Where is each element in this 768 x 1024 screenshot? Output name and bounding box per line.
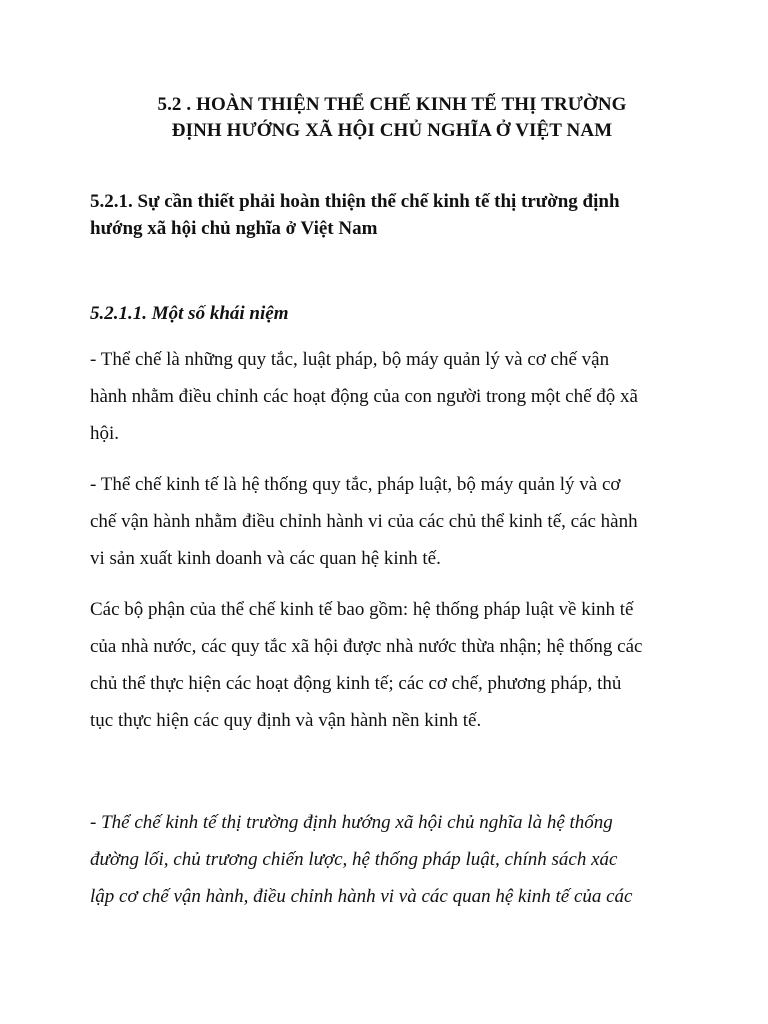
paragraph-line: chế vận hành nhằm điều chỉnh hành vi của các chủ thể kinh tế, các hành xyxy=(90,511,638,532)
paragraph-line: vi sản xuất kinh doanh và các quan hệ kinh tế. xyxy=(90,548,441,569)
document-title-line-1: 5.2 . HOÀN THIỆN THỂ CHẾ KINH TẾ THỊ TRƯỜNG xyxy=(157,94,627,115)
paragraph-line: tục thực hiện các quy định và vận hành nền kinh tế. xyxy=(90,710,482,731)
paragraph-line: chủ thể thực hiện các hoạt động kinh tế; các cơ chế, phương pháp, thủ xyxy=(90,673,622,694)
paragraph-market-economy-definition xyxy=(90,804,710,915)
paragraph-definition-economic-institution xyxy=(90,466,710,577)
paragraph-components xyxy=(90,591,710,739)
section-heading-line-2: hướng xã hội chủ nghĩa ở Việt Nam xyxy=(90,218,378,239)
paragraph-line: - Thể chế là những quy tắc, luật pháp, bộ máy quản lý và cơ chế vận xyxy=(90,349,610,370)
paragraph-line: của nhà nước, các quy tắc xã hội được nhà nước thừa nhận; hệ thống các xyxy=(90,636,643,657)
paragraph-line: hội. xyxy=(90,423,120,444)
paragraph-line: - Thể chế kinh tế là hệ thống quy tắc, pháp luật, bộ máy quản lý và cơ xyxy=(90,474,621,495)
paragraph-line: đường lối, chủ trương chiến lược, hệ thống pháp luật, chính sách xác xyxy=(90,849,618,870)
paragraph-definition-institution xyxy=(90,341,710,452)
paragraph-line: - Thể chế kinh tế thị trường định hướng xã hội chủ nghĩa là hệ thống xyxy=(90,812,613,833)
section-heading-line-1: 5.2.1. Sự cần thiết phải hoàn thiện thể chế kinh tế thị trường định xyxy=(90,191,620,212)
paragraph-line: lập cơ chế vận hành, điều chỉnh hành vi và các quan hệ kinh tế của các xyxy=(90,886,633,907)
subsection-heading: 5.2.1.1. Một số khái niệm xyxy=(90,303,289,324)
paragraph-line: Các bộ phận của thể chế kinh tế bao gồm: hệ thống pháp luật về kinh tế xyxy=(90,599,634,620)
paragraph-line: hành nhằm điều chỉnh các hoạt động của con người trong một chế độ xã xyxy=(90,386,638,407)
document-title-line-2: ĐỊNH HƯỚNG XÃ HỘI CHỦ NGHĨA Ở VIỆT NAM xyxy=(171,120,613,141)
